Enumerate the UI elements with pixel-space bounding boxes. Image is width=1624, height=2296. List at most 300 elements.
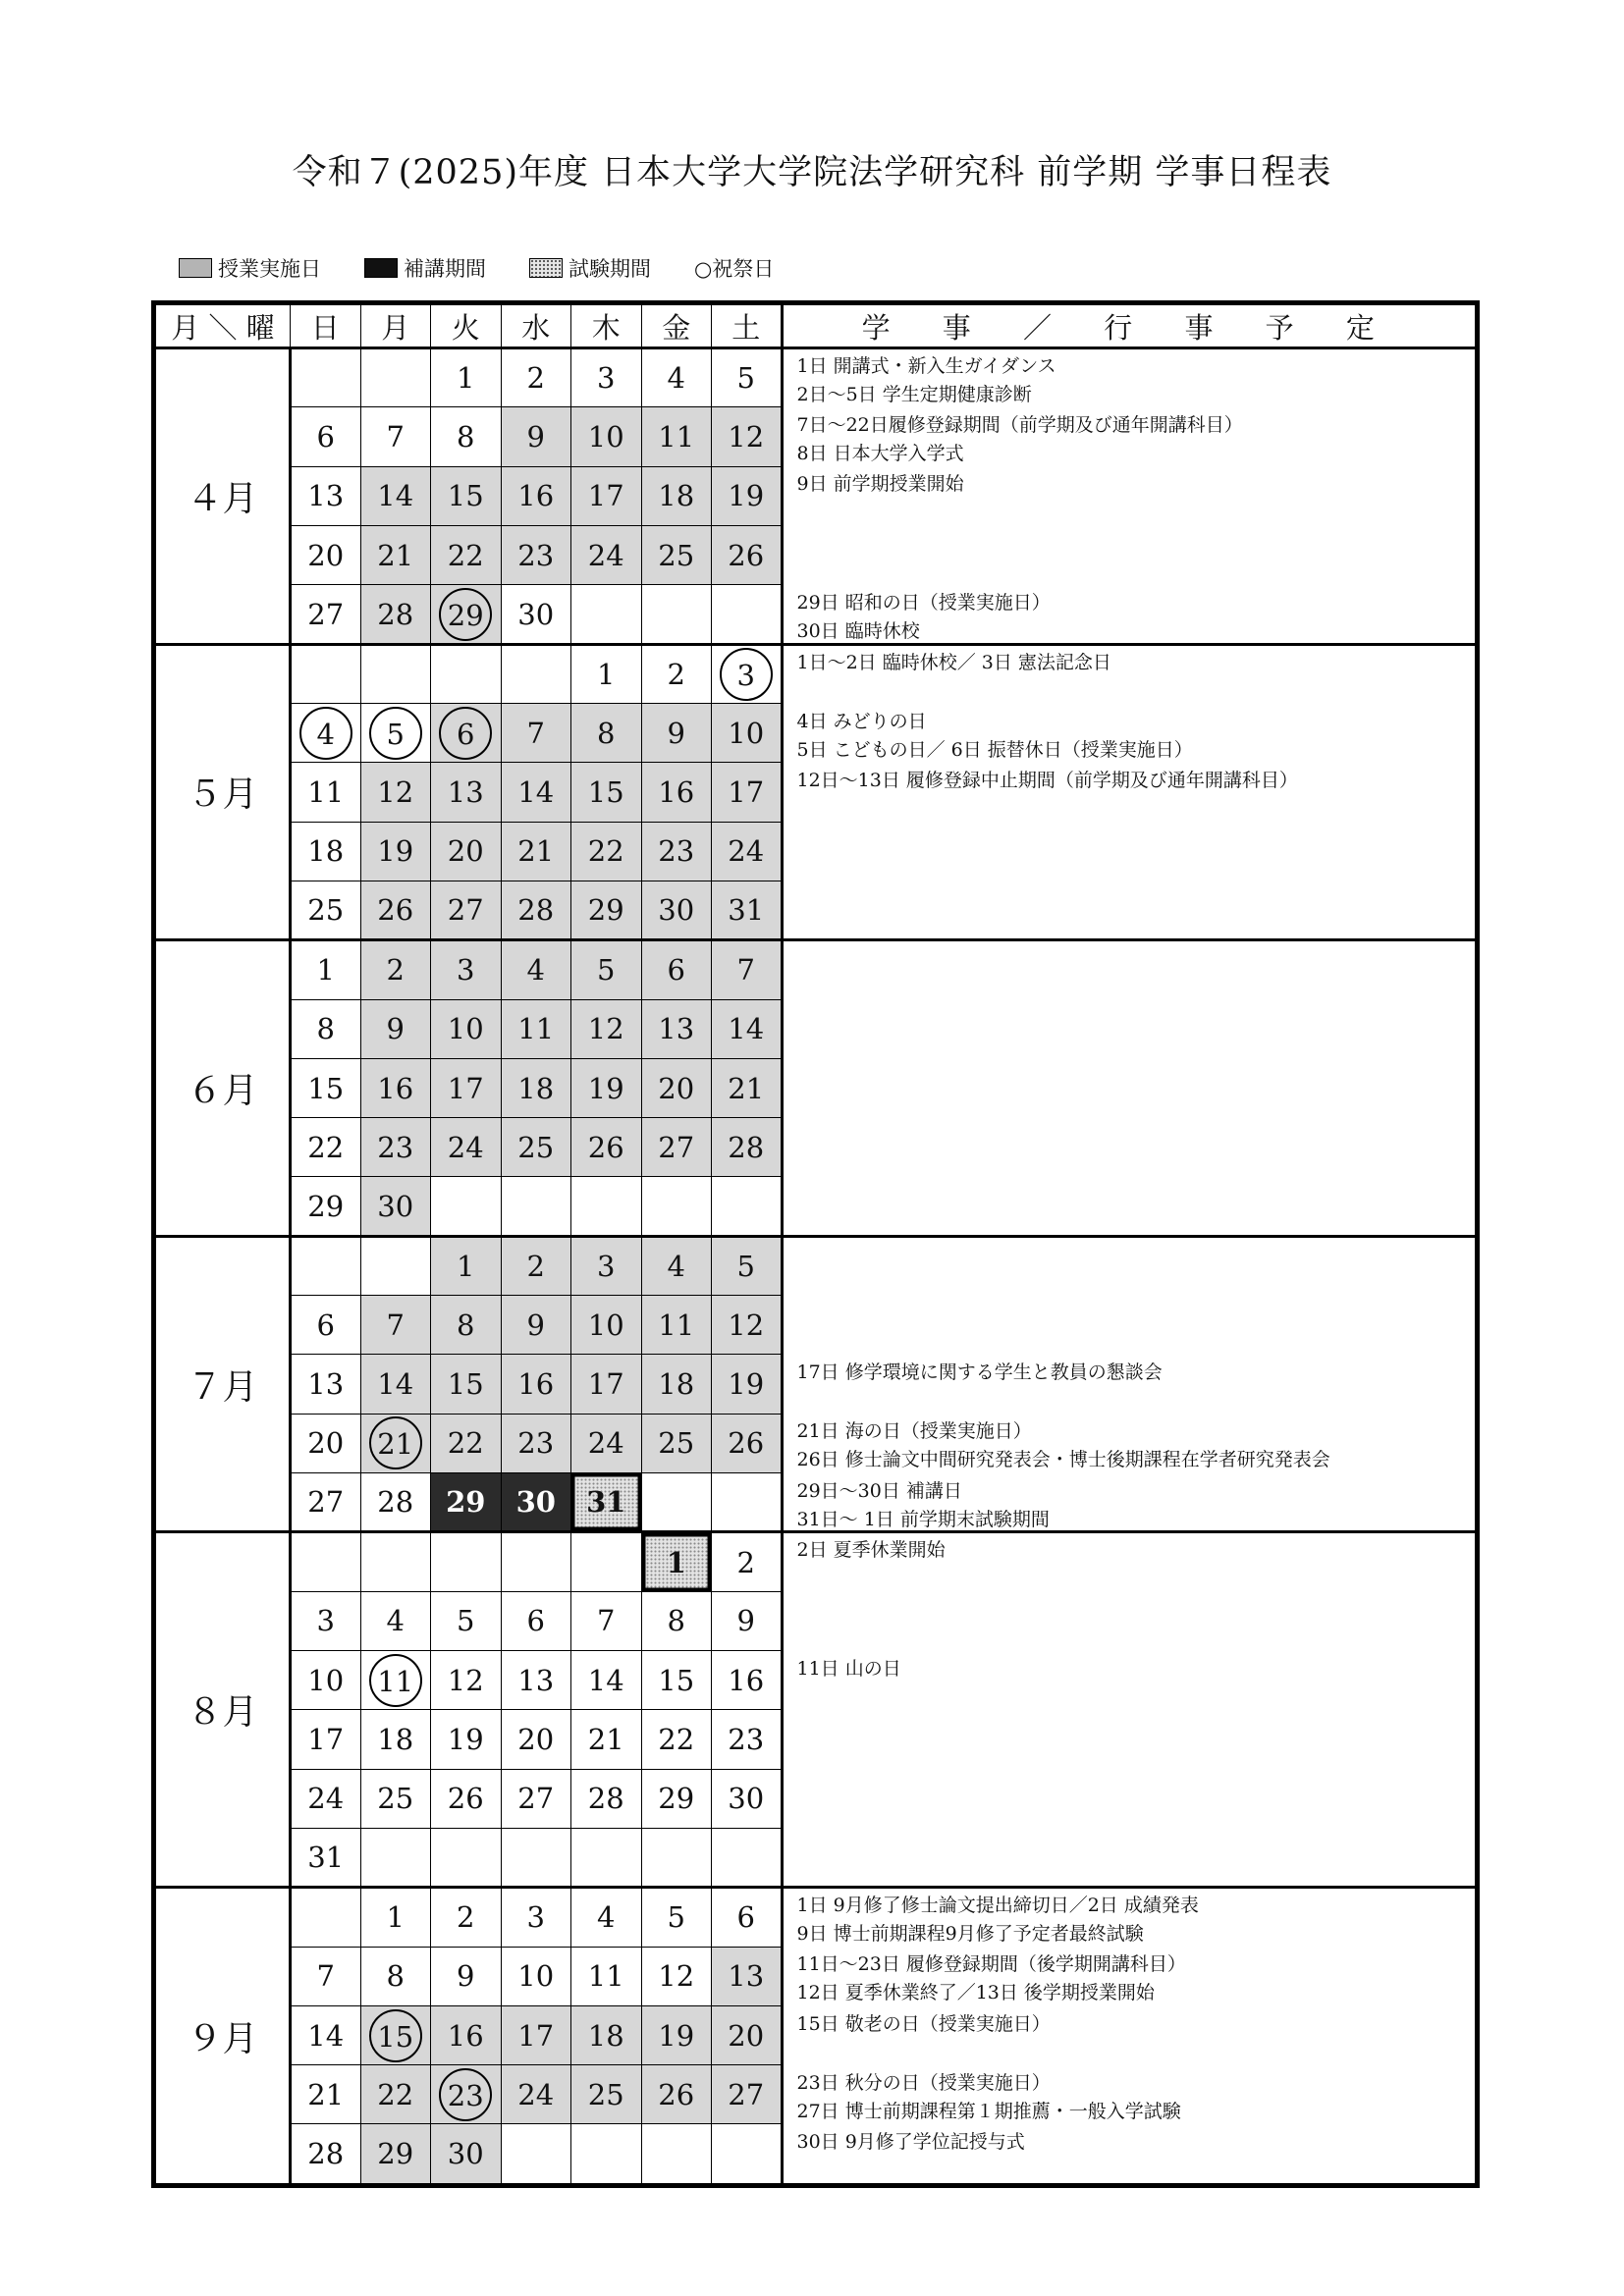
- day-number: 9: [386, 1012, 405, 1046]
- day-cell-thu: [571, 1888, 642, 1947]
- day-cell-fri: [641, 1591, 712, 1650]
- day-number: 30: [517, 597, 555, 631]
- day-number: 12: [658, 1959, 695, 1994]
- day-cell-sun: [291, 407, 361, 466]
- day-number: 7: [386, 420, 405, 454]
- day-cell-sun: [291, 1828, 361, 1887]
- day-cell-thu: [571, 466, 642, 525]
- day-cell-thu: [571, 822, 642, 881]
- day-cell-fri: [641, 1058, 712, 1117]
- day-cell-mon: [360, 1414, 431, 1472]
- day-cell-tue: [431, 644, 502, 703]
- day-number: 14: [377, 1367, 414, 1402]
- day-number: 6: [736, 1900, 755, 1935]
- day-number: 3: [720, 648, 773, 701]
- month-events: [782, 940, 1476, 1237]
- day-cell-mon: [360, 1296, 431, 1355]
- legend-exam-label: 試験期間: [568, 257, 651, 281]
- day-cell-thu: [571, 407, 642, 466]
- day-cell-tue: [431, 1650, 502, 1709]
- day-number: 30: [728, 1782, 765, 1816]
- day-cell-mon: [360, 348, 431, 407]
- day-cell-sun: [291, 763, 361, 822]
- day-number: 6: [526, 1604, 545, 1638]
- day-number: 5: [457, 1604, 475, 1638]
- day-number: 18: [658, 479, 695, 513]
- day-cell-thu: [571, 1118, 642, 1177]
- day-number: 13: [517, 1663, 555, 1697]
- day-cell-sun: [291, 1473, 361, 1532]
- day-cell-fri: [641, 1650, 712, 1709]
- day-cell-wed: [501, 1177, 571, 1236]
- day-cell-sun: [291, 1591, 361, 1650]
- day-cell-tue: [431, 1236, 502, 1295]
- day-number: 23: [728, 1722, 765, 1756]
- day-number: 22: [658, 1722, 695, 1756]
- day-cell-mon: [360, 940, 431, 999]
- day-cell-tue: [431, 999, 502, 1058]
- day-cell-wed: [501, 1118, 571, 1177]
- day-number: 31: [307, 1841, 345, 1875]
- event-line: 1日 9月修了修士論文提出締切日／2日 成績発表: [796, 1895, 1199, 1917]
- month-label: ９月: [156, 1888, 291, 2184]
- day-cell-mon: [360, 1532, 431, 1591]
- day-number: 6: [667, 953, 685, 988]
- day-number: 3: [457, 953, 475, 988]
- day-cell-thu: [571, 940, 642, 999]
- day-cell-thu: [571, 999, 642, 1058]
- exam-swatch: [529, 258, 563, 278]
- day-cell-mon: [360, 1177, 431, 1236]
- day-number: 26: [447, 1782, 484, 1816]
- event-line: 26日 修士論文中間研究発表会・博士後期課程在学者研究発表会: [796, 1449, 1330, 1471]
- day-number: 4: [597, 1900, 616, 1935]
- day-cell-sun: [291, 644, 361, 703]
- day-number: 20: [307, 1426, 345, 1461]
- day-cell-wed: [501, 466, 571, 525]
- day-cell-sun: [291, 1414, 361, 1472]
- day-cell-sat: [712, 1058, 783, 1117]
- day-cell-thu: [571, 763, 642, 822]
- day-number: 18: [658, 1367, 695, 1402]
- day-number: 17: [517, 2018, 555, 2053]
- day-cell-sun: [291, 1710, 361, 1769]
- day-number: 5: [667, 1900, 685, 1935]
- day-cell-fri: [641, 1177, 712, 1236]
- day-cell-fri: [641, 881, 712, 939]
- day-cell-tue: [431, 1414, 502, 1472]
- day-number: 3: [316, 1604, 335, 1638]
- day-number: 23: [439, 2068, 492, 2121]
- day-number: 9: [457, 1959, 475, 1994]
- event-line: 30日 臨時休校: [796, 619, 920, 642]
- day-number: 22: [587, 834, 624, 869]
- day-number: 29: [446, 1485, 486, 1520]
- day-number: 19: [728, 1367, 765, 1402]
- day-cell-mon: [360, 822, 431, 881]
- day-cell-mon: [360, 1473, 431, 1532]
- week-row: [156, 644, 1476, 703]
- day-number: 1: [666, 1545, 686, 1579]
- day-number: 11: [369, 1654, 422, 1707]
- day-cell-sun: [291, 999, 361, 1058]
- day-cell-tue: [431, 1532, 502, 1591]
- day-number: 7: [526, 716, 545, 750]
- day-cell-mon: [360, 1591, 431, 1650]
- weekday-header-sun: 日: [291, 305, 361, 348]
- day-cell-fri: [641, 348, 712, 407]
- day-cell-fri: [641, 1414, 712, 1472]
- day-cell-sat: [712, 1236, 783, 1295]
- day-cell-thu: [571, 2124, 642, 2184]
- day-number: 8: [316, 1012, 335, 1046]
- day-number: 24: [587, 538, 624, 572]
- event-line: 29日 昭和の日（授業実施日）: [796, 591, 1051, 614]
- day-cell-thu: [571, 644, 642, 703]
- event-line: 15日 敬老の日（授業実施日）: [796, 2012, 1051, 2035]
- day-number: 25: [658, 1426, 695, 1461]
- day-number: 1: [457, 361, 475, 396]
- day-number: 18: [517, 1071, 555, 1105]
- day-number: 10: [587, 420, 624, 454]
- day-number: 4: [526, 953, 545, 988]
- legend-makeup-label: 補講期間: [404, 257, 486, 281]
- day-number: 10: [728, 716, 765, 750]
- day-number: 25: [377, 1782, 414, 1816]
- day-cell-sat: [712, 2005, 783, 2064]
- day-number: 11: [658, 1308, 695, 1342]
- day-number: 25: [517, 1130, 555, 1164]
- day-cell-fri: [641, 2065, 712, 2124]
- day-cell-sat: [712, 999, 783, 1058]
- day-number: 14: [377, 479, 414, 513]
- legend-holiday: [694, 253, 774, 283]
- day-cell-wed: [501, 1532, 571, 1591]
- event-line: 30日 9月修了学位記授与式: [796, 2131, 1025, 2154]
- calendar-table: [155, 304, 1476, 2184]
- day-number: 15: [369, 2009, 422, 2062]
- week-row: [156, 1888, 1476, 1947]
- day-number: 13: [728, 1959, 765, 1994]
- day-number: 8: [457, 420, 475, 454]
- day-cell-mon: [360, 1947, 431, 2005]
- day-cell-thu: [571, 1296, 642, 1355]
- event-line: 2日〜5日 学生定期健康診断: [796, 384, 1032, 406]
- day-number: 26: [658, 2077, 695, 2111]
- day-number: 28: [307, 2137, 345, 2171]
- day-cell-sat: [712, 703, 783, 762]
- day-number: 29: [307, 1189, 345, 1223]
- legend-holiday-label: ○祝祭日: [694, 257, 775, 281]
- day-cell-fri: [641, 703, 712, 762]
- day-number: 26: [377, 893, 414, 928]
- day-number: 1: [597, 657, 616, 691]
- day-number: 12: [377, 774, 414, 809]
- day-cell-fri: [641, 1532, 712, 1591]
- weekday-header-wed: 水: [501, 305, 571, 348]
- day-cell-wed: [501, 1947, 571, 2005]
- day-cell-mon: [360, 1118, 431, 1177]
- day-cell-fri: [641, 999, 712, 1058]
- day-cell-sun: [291, 1355, 361, 1414]
- weekday-header-fri: 金: [641, 305, 712, 348]
- day-number: 14: [517, 774, 555, 809]
- day-cell-thu: [571, 1828, 642, 1887]
- day-number: 27: [447, 893, 484, 928]
- day-cell-thu: [571, 1769, 642, 1828]
- day-cell-wed: [501, 348, 571, 407]
- day-number: 30: [447, 2137, 484, 2171]
- day-number: 5: [736, 1249, 755, 1283]
- day-number: 25: [587, 2077, 624, 2111]
- day-cell-fri: [641, 1947, 712, 2005]
- day-number: 10: [447, 1012, 484, 1046]
- day-number: 20: [517, 1722, 555, 1756]
- day-cell-fri: [641, 1769, 712, 1828]
- day-number: 14: [587, 1663, 624, 1697]
- day-cell-tue: [431, 940, 502, 999]
- day-number: 9: [526, 420, 545, 454]
- weekday-header-thu: 木: [571, 305, 642, 348]
- day-number: 4: [667, 1249, 685, 1283]
- day-number: 21: [377, 538, 414, 572]
- day-number: 18: [587, 2018, 624, 2053]
- day-cell-wed: [501, 2124, 571, 2184]
- day-number: 4: [386, 1604, 405, 1638]
- day-cell-sat: [712, 763, 783, 822]
- day-cell-sat: [712, 822, 783, 881]
- legend-class-days: [179, 253, 321, 283]
- day-cell-fri: [641, 2124, 712, 2184]
- day-cell-sun: [291, 703, 361, 762]
- event-line: 4日 みどりの日: [796, 710, 927, 732]
- day-cell-sun: [291, 1236, 361, 1295]
- day-cell-wed: [501, 881, 571, 939]
- day-cell-thu: [571, 1355, 642, 1414]
- day-number: 22: [447, 1426, 484, 1461]
- month-weekday-header: 月 ＼ 曜: [156, 305, 291, 348]
- day-number: 21: [728, 1071, 765, 1105]
- day-number: 28: [377, 1485, 414, 1520]
- day-cell-mon: [360, 585, 431, 644]
- day-cell-fri: [641, 940, 712, 999]
- day-number: 18: [377, 1722, 414, 1756]
- weekday-header-mon: 月: [360, 305, 431, 348]
- day-number: 16: [517, 479, 555, 513]
- day-cell-wed: [501, 1236, 571, 1295]
- day-cell-wed: [501, 1888, 571, 1947]
- day-cell-sat: [712, 407, 783, 466]
- month-events: [782, 348, 1476, 645]
- day-number: 13: [307, 1367, 345, 1402]
- day-cell-mon: [360, 1058, 431, 1117]
- day-cell-fri: [641, 822, 712, 881]
- day-cell-sat: [712, 2065, 783, 2124]
- day-cell-wed: [501, 2005, 571, 2064]
- day-number: 16: [377, 1071, 414, 1105]
- day-number: 20: [447, 834, 484, 869]
- day-cell-mon: [360, 407, 431, 466]
- day-cell-fri: [641, 1118, 712, 1177]
- day-cell-tue: [431, 348, 502, 407]
- makeup-swatch: [364, 258, 398, 278]
- day-number: 26: [587, 1130, 624, 1164]
- day-number: 27: [307, 1485, 345, 1520]
- day-number: 24: [728, 834, 765, 869]
- day-number: 11: [307, 774, 345, 809]
- week-row: [156, 1236, 1476, 1295]
- day-cell-thu: [571, 1473, 642, 1532]
- day-cell-mon: [360, 1710, 431, 1769]
- day-number: 12: [587, 1012, 624, 1046]
- day-number: 5: [369, 707, 422, 760]
- day-number: 24: [517, 2077, 555, 2111]
- day-cell-sun: [291, 348, 361, 407]
- events-header-label: 学 事 ／ 行 事 予 定: [861, 310, 1396, 345]
- day-number: 24: [447, 1130, 484, 1164]
- week-row: [156, 348, 1476, 407]
- day-cell-tue: [431, 1177, 502, 1236]
- day-number: 29: [377, 2137, 414, 2171]
- day-number: 16: [728, 1663, 765, 1697]
- day-number: 8: [597, 716, 616, 750]
- day-cell-mon: [360, 526, 431, 585]
- day-cell-fri: [641, 1236, 712, 1295]
- day-cell-sun: [291, 822, 361, 881]
- event-line: 9日 博士前期課程9月修了予定者最終試験: [796, 1923, 1144, 1946]
- day-cell-tue: [431, 1473, 502, 1532]
- day-number: 9: [736, 1604, 755, 1638]
- day-number: 15: [447, 479, 484, 513]
- day-cell-tue: [431, 2005, 502, 2064]
- day-cell-tue: [431, 1769, 502, 1828]
- day-cell-thu: [571, 1710, 642, 1769]
- day-cell-tue: [431, 407, 502, 466]
- legend-class-days-label: 授業実施日: [218, 257, 321, 281]
- day-number: 10: [517, 1959, 555, 1994]
- day-number: 13: [658, 1012, 695, 1046]
- day-number: 17: [587, 479, 624, 513]
- day-cell-thu: [571, 1236, 642, 1295]
- day-cell-tue: [431, 763, 502, 822]
- day-cell-thu: [571, 2065, 642, 2124]
- day-cell-wed: [501, 1473, 571, 1532]
- day-number: 7: [386, 1308, 405, 1342]
- day-number: 1: [316, 953, 335, 988]
- day-number: 30: [658, 893, 695, 928]
- day-cell-wed: [501, 940, 571, 999]
- day-cell-sun: [291, 1058, 361, 1117]
- day-cell-tue: [431, 703, 502, 762]
- day-number: 21: [369, 1416, 422, 1469]
- day-cell-sat: [712, 2124, 783, 2184]
- day-cell-tue: [431, 1296, 502, 1355]
- day-cell-sat: [712, 1414, 783, 1472]
- day-cell-sun: [291, 1888, 361, 1947]
- day-cell-fri: [641, 526, 712, 585]
- calendar-header-row: [156, 305, 1476, 348]
- day-number: 11: [517, 1012, 555, 1046]
- day-number: 14: [307, 2018, 345, 2053]
- day-number: 19: [728, 479, 765, 513]
- day-number: 18: [307, 834, 345, 869]
- day-cell-fri: [641, 1888, 712, 1947]
- day-number: 16: [447, 2018, 484, 2053]
- day-cell-mon: [360, 1828, 431, 1887]
- day-cell-fri: [641, 1710, 712, 1769]
- day-number: 28: [377, 597, 414, 631]
- day-number: 20: [658, 1071, 695, 1105]
- event-line: 8日 日本大学入学式: [796, 443, 964, 465]
- day-cell-wed: [501, 585, 571, 644]
- day-number: 5: [736, 361, 755, 396]
- day-number: 7: [736, 953, 755, 988]
- day-number: 6: [439, 707, 492, 760]
- day-cell-sat: [712, 1650, 783, 1709]
- week-row: [156, 1532, 1476, 1591]
- legend-makeup-period: [364, 253, 486, 283]
- day-cell-mon: [360, 1236, 431, 1295]
- day-cell-mon: [360, 2065, 431, 2124]
- event-line: 5日 こどもの日／ 6日 振替休日（授業実施日）: [796, 738, 1193, 761]
- day-cell-thu: [571, 1532, 642, 1591]
- day-number: 19: [587, 1071, 624, 1105]
- day-number: 25: [307, 893, 345, 928]
- day-number: 28: [728, 1130, 765, 1164]
- event-line: 29日〜30日 補講日: [796, 1479, 962, 1502]
- day-number: 17: [587, 1367, 624, 1402]
- month-events: [782, 1532, 1476, 1888]
- day-number: 15: [587, 774, 624, 809]
- day-number: 3: [526, 1900, 545, 1935]
- day-cell-mon: [360, 703, 431, 762]
- day-cell-wed: [501, 1769, 571, 1828]
- month-label: ８月: [156, 1532, 291, 1888]
- day-cell-tue: [431, 1828, 502, 1887]
- day-number: 16: [517, 1367, 555, 1402]
- weekday-header-tue: 火: [431, 305, 502, 348]
- event-line: 21日 海の日（授業実施日）: [796, 1420, 1032, 1443]
- day-cell-tue: [431, 822, 502, 881]
- day-cell-wed: [501, 1591, 571, 1650]
- day-number: 1: [386, 1900, 405, 1935]
- event-line: 9日 前学期授業開始: [796, 473, 964, 496]
- day-number: 17: [307, 1722, 345, 1756]
- day-cell-mon: [360, 644, 431, 703]
- day-cell-wed: [501, 1296, 571, 1355]
- day-cell-wed: [501, 1058, 571, 1117]
- day-cell-sun: [291, 1296, 361, 1355]
- day-number: 30: [515, 1485, 556, 1520]
- day-cell-sat: [712, 1118, 783, 1177]
- day-cell-mon: [360, 1888, 431, 1947]
- day-number: 31: [728, 893, 765, 928]
- day-number: 23: [517, 1426, 555, 1461]
- month-events: [782, 644, 1476, 940]
- day-number: 2: [526, 1249, 545, 1283]
- day-number: 13: [447, 774, 484, 809]
- day-cell-sun: [291, 466, 361, 525]
- legend: [179, 253, 817, 283]
- event-line: 17日 修学環境に関する学生と教員の懇談会: [796, 1362, 1163, 1384]
- day-number: 21: [307, 2077, 345, 2111]
- day-cell-wed: [501, 1828, 571, 1887]
- day-number: 2: [736, 1545, 755, 1579]
- day-cell-sat: [712, 1296, 783, 1355]
- day-number: 25: [658, 538, 695, 572]
- day-cell-fri: [641, 1355, 712, 1414]
- day-number: 21: [517, 834, 555, 869]
